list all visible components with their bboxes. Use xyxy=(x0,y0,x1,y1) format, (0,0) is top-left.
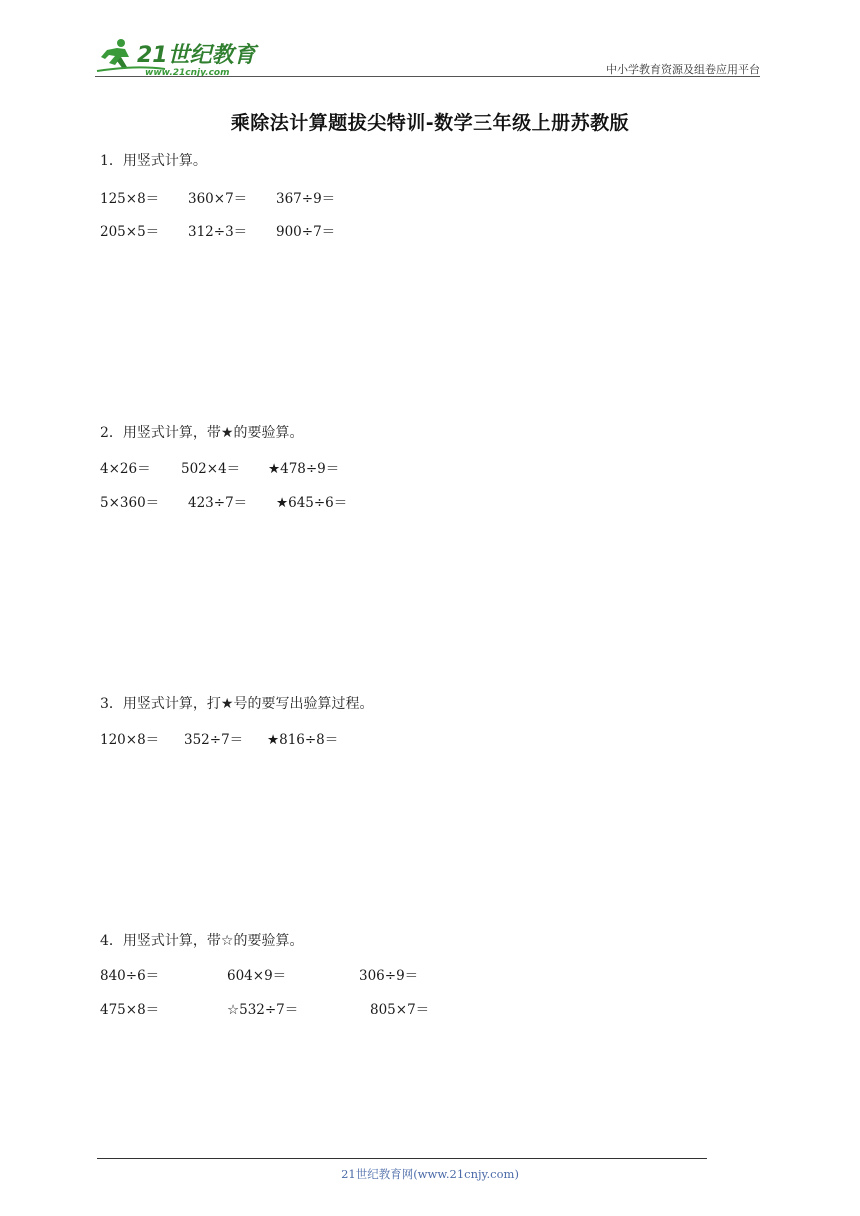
expression: 360×7＝ xyxy=(188,191,248,207)
footer-divider xyxy=(97,1158,707,1159)
question-2-row-2 xyxy=(100,491,720,511)
question-3-heading xyxy=(100,693,373,713)
logo xyxy=(95,35,265,75)
expression: 367÷9＝ xyxy=(276,191,336,207)
question-2-row-1 xyxy=(100,457,720,477)
expression: 604×9＝ xyxy=(227,968,287,984)
header-divider xyxy=(95,76,760,77)
question-2-heading xyxy=(100,422,303,442)
question-1-heading xyxy=(100,150,207,170)
expression: 900÷7＝ xyxy=(276,224,336,240)
question-number: 4． xyxy=(100,933,123,949)
question-4-row-1 xyxy=(100,964,720,984)
question-3-row-1 xyxy=(100,728,720,748)
expression: 840÷6＝ xyxy=(100,968,160,984)
expression: 352÷7＝ xyxy=(184,732,244,748)
expression: 205×5＝ xyxy=(100,224,160,240)
question-number: 1． xyxy=(100,153,123,169)
expression: 4×26＝ xyxy=(100,461,151,477)
expression: 502×4＝ xyxy=(181,461,241,477)
header-tagline: 中小学教育资源及组卷应用平台 xyxy=(606,63,760,76)
logo-url: www.21cnjy.com xyxy=(145,68,230,77)
expression: 125×8＝ xyxy=(100,191,160,207)
expression: 306÷9＝ xyxy=(359,968,419,984)
expression: 805×7＝ xyxy=(370,1002,430,1018)
expression: ★816÷8＝ xyxy=(267,732,339,748)
logo-text: 21世纪教育 xyxy=(137,43,256,68)
expression: 423÷7＝ xyxy=(188,495,248,511)
question-4-row-2 xyxy=(100,998,720,1018)
expression: ★478÷9＝ xyxy=(268,461,340,477)
expression: ☆532÷7＝ xyxy=(227,1002,299,1018)
page-header xyxy=(95,30,760,80)
question-1-row-2 xyxy=(100,220,720,240)
footer-link[interactable]: 21世纪教育网(www.21cnjy.com) xyxy=(341,1167,519,1181)
page-title: 乘除法计算题拔尖特训-数学三年级上册苏教版 xyxy=(230,112,630,134)
expression: ★645÷6＝ xyxy=(276,495,348,511)
question-text: 用竖式计算，带☆的要验算。 xyxy=(122,933,304,949)
question-1-row-1 xyxy=(100,187,720,207)
question-number: 2． xyxy=(100,425,123,441)
question-number: 3． xyxy=(100,696,123,712)
expression: 312÷3＝ xyxy=(188,224,248,240)
expression: 5×360＝ xyxy=(100,495,160,511)
question-text: 用竖式计算。 xyxy=(122,153,207,169)
expression: 120×8＝ xyxy=(100,732,160,748)
question-text: 用竖式计算，带★的要验算。 xyxy=(122,425,304,441)
expression: 475×8＝ xyxy=(100,1002,160,1018)
question-4-heading xyxy=(100,930,303,950)
question-text: 用竖式计算，打★号的要写出验算过程。 xyxy=(122,696,374,712)
